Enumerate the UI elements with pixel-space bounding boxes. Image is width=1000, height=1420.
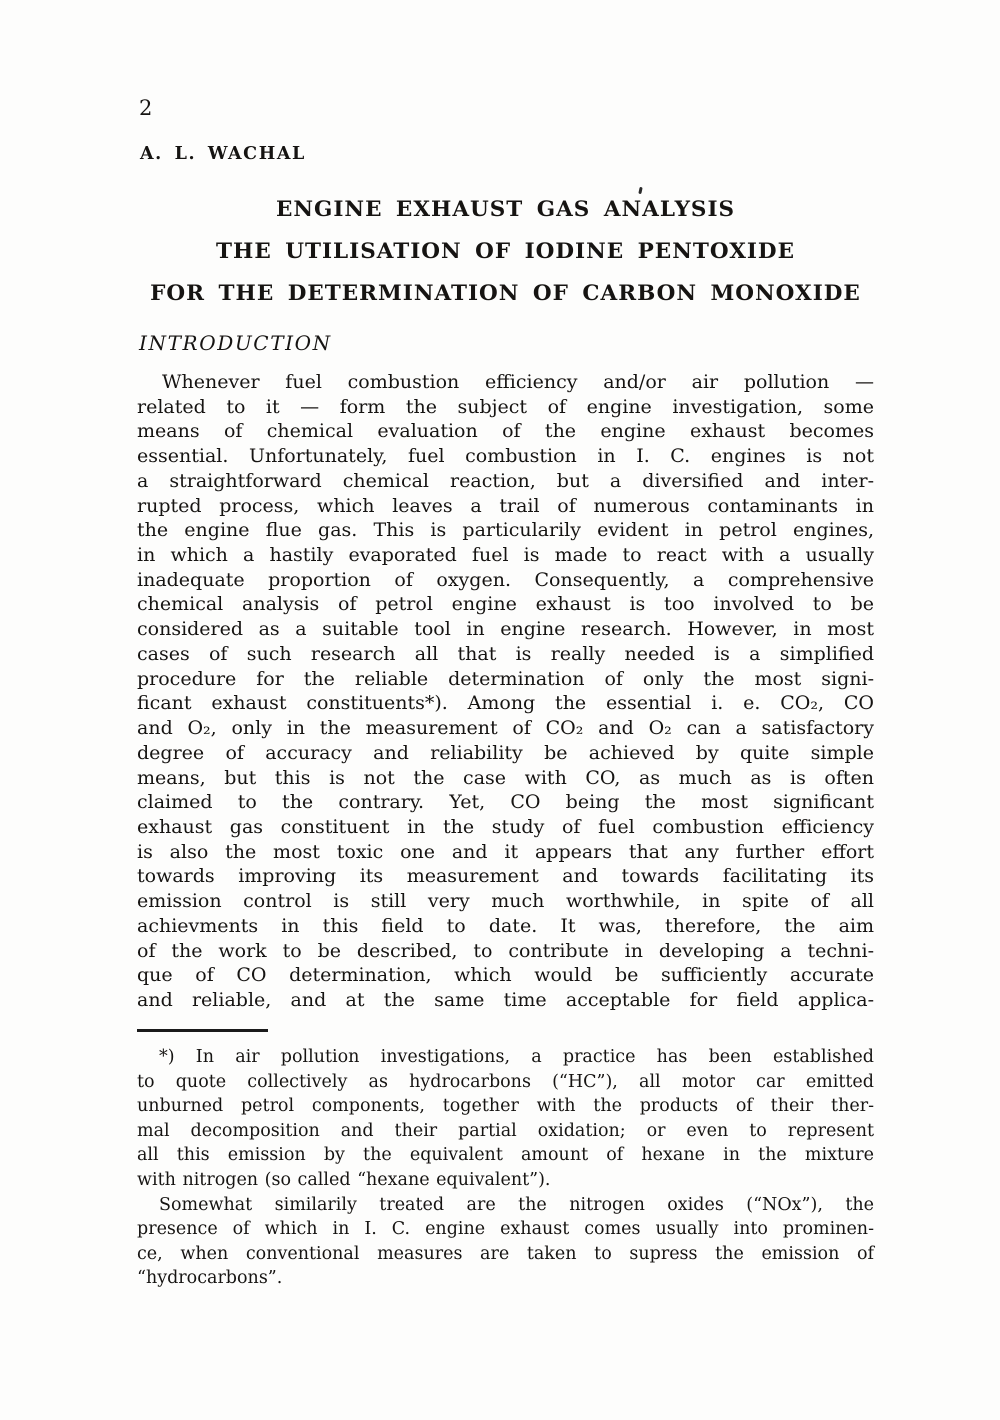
body-text-line: rupted process, which leaves a trail of numerous contaminants in [137,494,874,517]
footnote-text-line: to quote collectively as hydrocarbons (“HC”), all motor car emitted [137,1071,874,1092]
author-name: A. L. WACHAL [140,144,306,164]
body-text-line: the engine flue gas. This is particularily evident in petrol engines, [137,519,874,542]
body-text-line: in which a hastily evaporated fuel is made to react with a usually [137,544,874,567]
footnote-text-line: “hydrocarbons”. [137,1268,283,1289]
body-text-line: achievments in this field to date. It was, therefore, the aim [137,914,874,937]
paper-title-line: FOR THE DETERMINATION OF CARBON MONOXIDE [150,281,861,306]
body-text-line: is also the most toxic one and it appears that any further effort [137,840,874,863]
body-text-line: emission control is still very much worthwhile, in spite of all [137,890,874,913]
body-text-line: chemical analysis of petrol engine exhaust is too involved to be [137,593,874,616]
body-text-line: que of CO determination, which would be sufficiently accurate [137,964,874,987]
body-text-line: means, but this is not the case with CO, as much as is often [137,766,874,789]
body-text-line: Whenever fuel combustion efficiency and/or air pollution — [162,371,874,393]
footnote-paragraph-hydrocarbons [137,1045,874,1193]
footnote-text-line: presence of which in I. C. engine exhaust comes usually into prominen- [137,1219,874,1240]
footnote-divider-rule [137,1029,268,1032]
paper-title-line: THE UTILISATION OF IODINE PENTOXIDE [216,239,795,264]
footnote-text-line: with nitrogen (so called “hexane equivalent”). [137,1169,551,1190]
paper-title-line: ENGINE EXHAUST GAS ANALYSIS [275,197,736,222]
footnote [137,1045,874,1291]
page-number: 2 [139,96,153,120]
footnote-text-line: *) In air pollution investigations, a practice has been established [159,1047,874,1067]
footnote-paragraph-nox [137,1193,874,1291]
footnote-text-line: mal decomposition and their partial oxidation; or even to represent [137,1120,874,1141]
body-text-line: exhaust gas constituent in the study of fuel combustion efficiency [137,815,874,838]
introduction-paragraph [137,370,874,1013]
footnote-text-line: Somewhat similarily treated are the nitrogen oxides (“NOx”), the [159,1194,874,1215]
body-text-line: ficant exhaust constituents*). Among the essential i. e. CO₂, CO [137,692,874,715]
footnote-text-line: all this emission by the equivalent amount of hexane in the mixture [137,1145,874,1166]
body-text-line: related to it — form the subject of engine investigation, some [137,395,874,418]
body-text-line: considered as a suitable tool in engine research. However, in most [137,618,874,641]
footnote-text-line: ce, when conventional measures are taken to supress the emission of [137,1243,874,1264]
body-text-line: essential. Unfortunately, fuel combustion in I. C. engines is not [137,445,874,468]
body-text-line: claimed to the contrary. Yet, CO being the most significant [137,791,874,814]
body-text-line: inadequate proportion of oxygen. Consequently, a comprehensive [137,568,874,591]
body-text-line: procedure for the reliable determination of only the most signi- [137,667,874,690]
body-text-line: towards improving its measurement and towards facilitating its [137,865,874,888]
body-text-line: a straightforward chemical reaction, but a diversified and inter- [137,469,874,492]
body-text-line: means of chemical evaluation of the engine exhaust becomes [137,420,874,443]
footnote-text-line: unburned petrol components, together with the products of their ther- [137,1096,874,1117]
section-heading-introduction: INTRODUCTION [139,331,332,355]
body-text-line: cases of such research all that is really needed is a simplified [137,642,874,665]
paper-title [137,189,874,315]
body-text-line: of the work to be described, to contribute in developing a techni- [137,939,874,962]
body-text-line: and reliable, and at the same time acceptable for field applica- [137,988,874,1011]
body-text-line: and O₂, only in the measurement of CO₂ and O₂ can a satisfactory [137,717,874,740]
body-text-line: degree of accuracy and reliability be achieved by quite simple [137,741,874,764]
